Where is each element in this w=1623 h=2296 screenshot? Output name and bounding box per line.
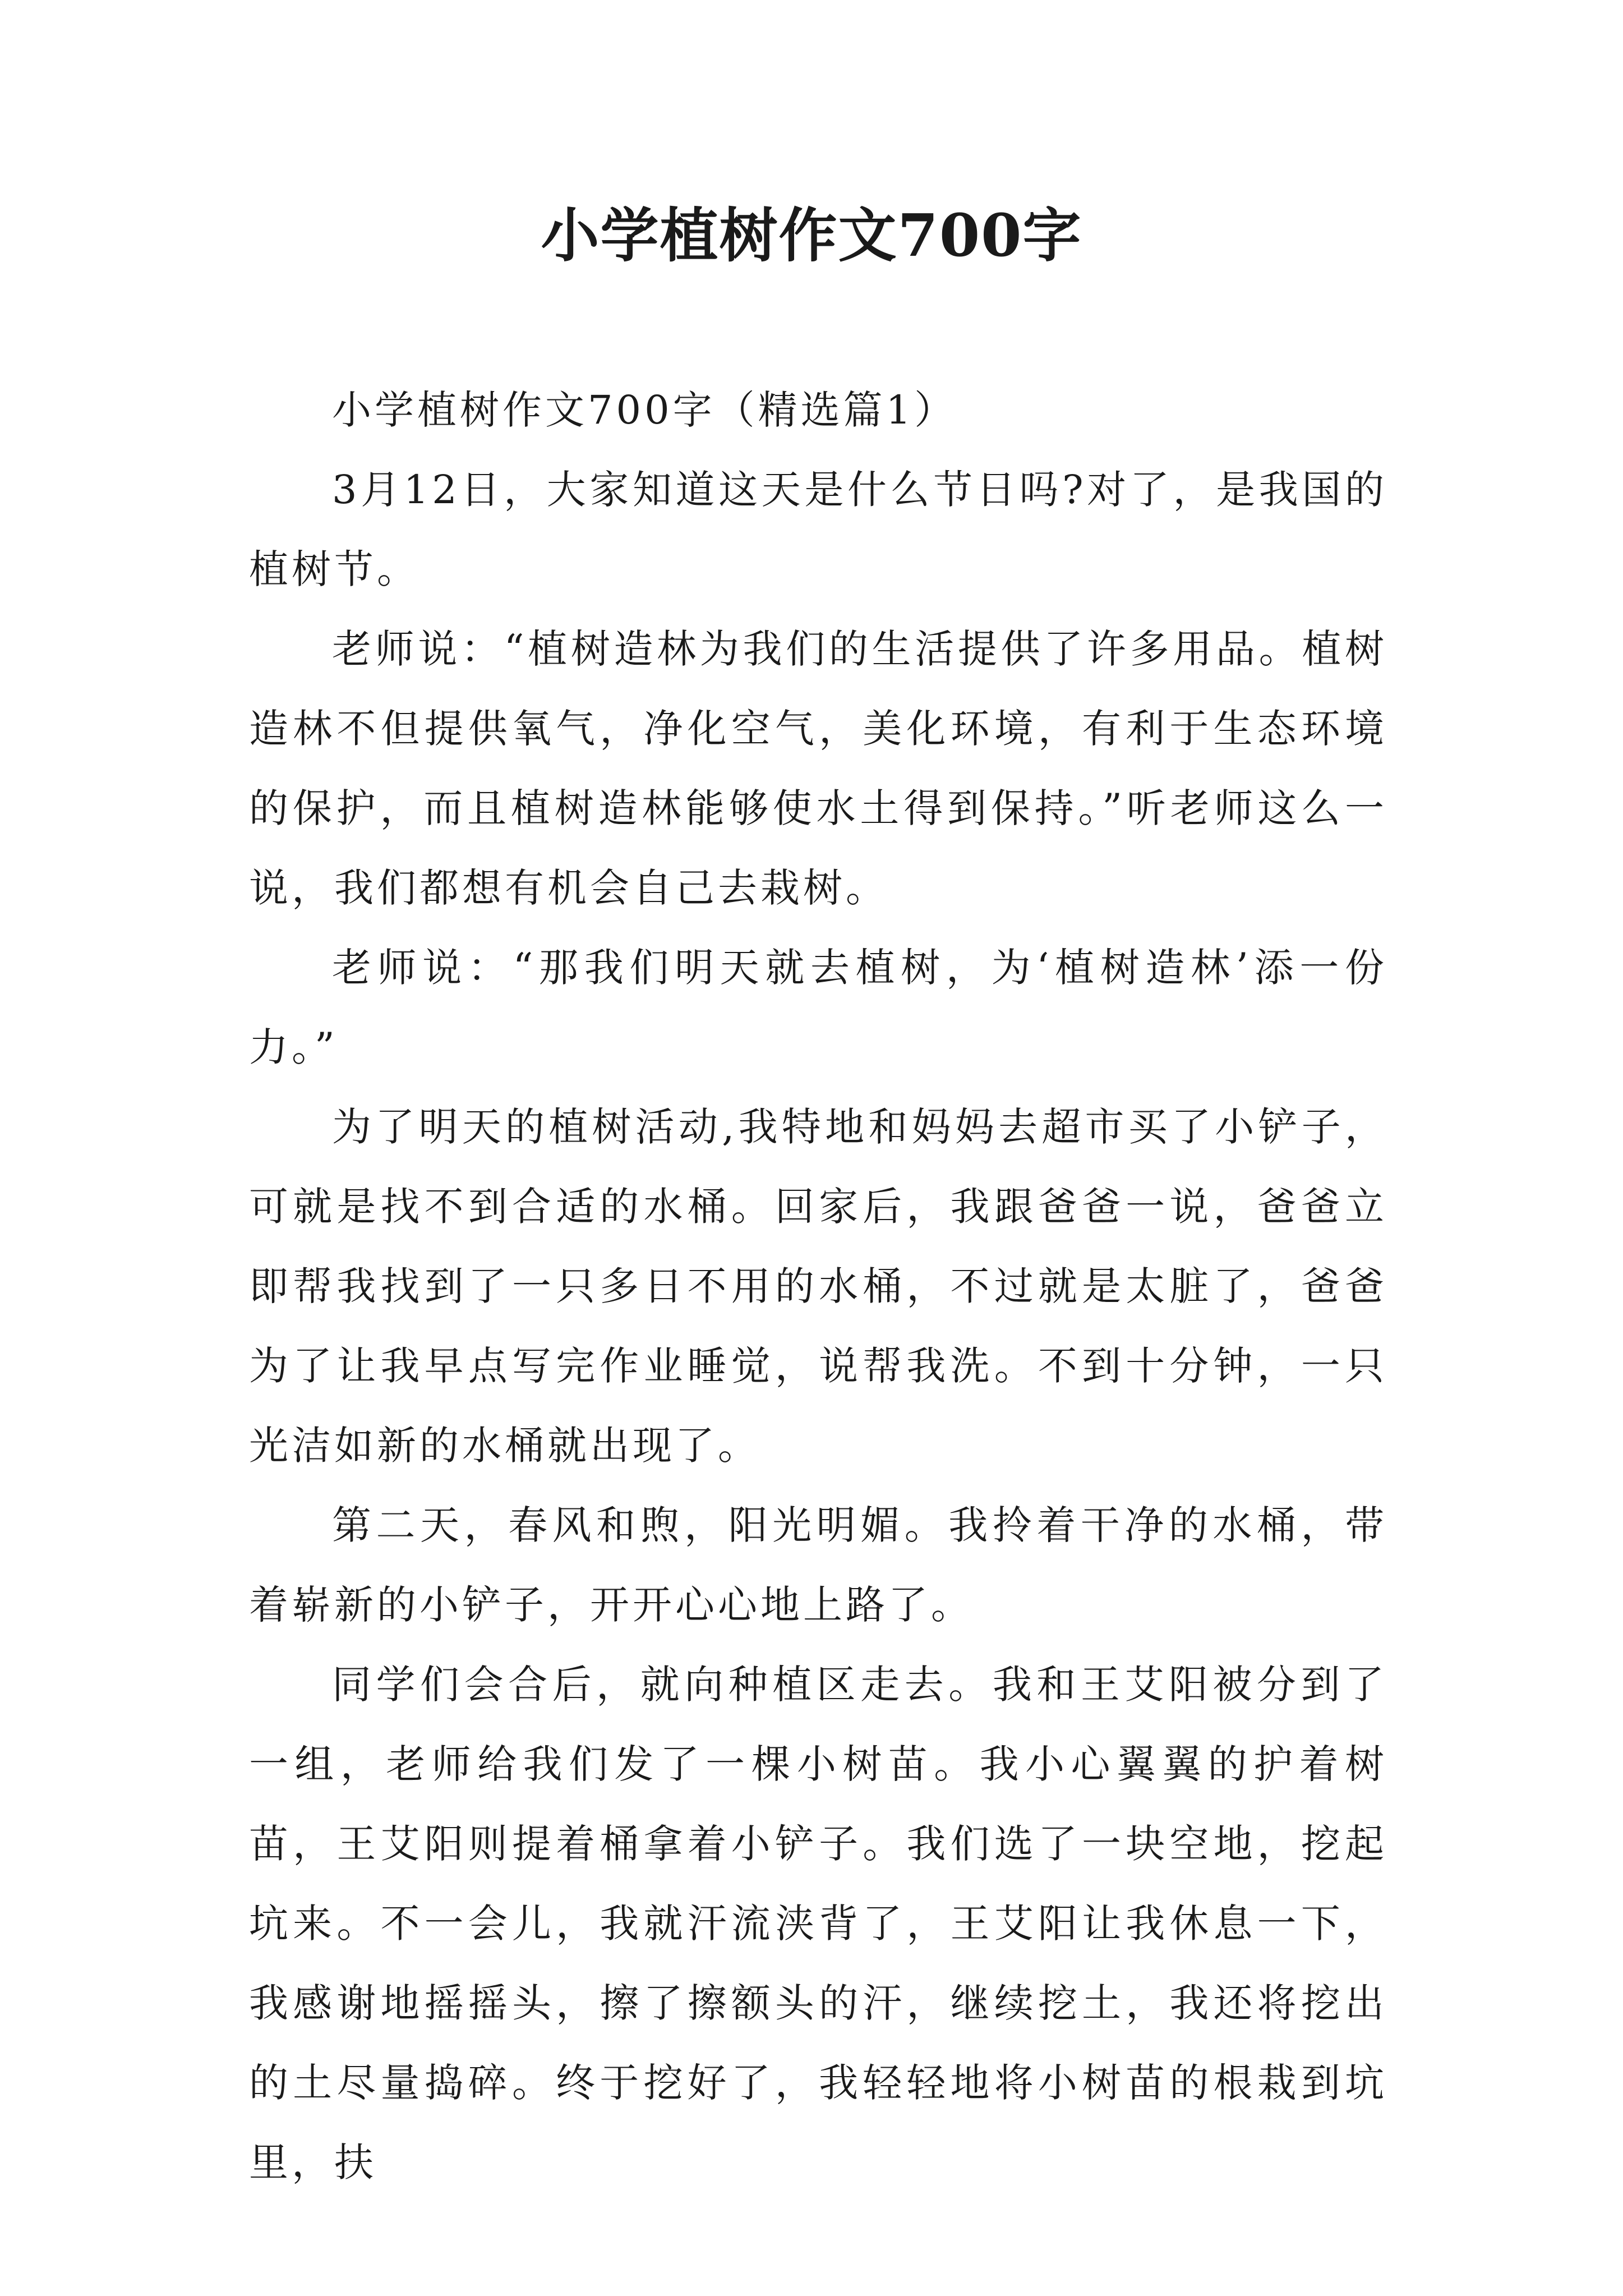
paragraph: 老师说：“那我们明天就去植树，为‘植树造林’添一份力。” [249, 945, 1387, 1070]
paragraph: 同学们会合后，就向种植区走去。我和王艾阳被分到了一组，老师给我们发了一棵小树苗。我小心翼翼的护着树苗，王艾阳则提着桶拿着小铲子。我们选了一块空地，挖起坑来。不一会儿，我就汗流浃背了，王艾阳让我休息一下，我感谢地摇摇头，擦了擦额头的汗，继续挖土，我还将挖出的土尽量捣碎。终于挖好了，我轻轻地将小树苗的根栽到坑里，扶 [249, 1662, 1387, 2185]
paragraph: 老师说：“植树造林为我们的生活提供了许多用品。植树造林不但提供氧气，净化空气，美化环境，有利于生态环境的保护，而且植树造林能够使水土得到保持。”听老师这么一说，我们都想有机会自己去栽树。 [249, 626, 1387, 911]
document-title: 小学植树作文700字 [541, 201, 1082, 270]
paragraph: 为了明天的植树活动,我特地和妈妈去超市买了小铲子，可就是找不到合适的水桶。回家后，我跟爸爸一说，爸爸立即帮我找到了一只多日不用的水桶，不过就是太脏了，爸爸为了让我早点写完作业睡觉，说帮我洗。不到十分钟，一只光洁如新的水桶就出现了。 [249, 1104, 1387, 1469]
document-body [249, 370, 1387, 2202]
paragraph: 第二天，春风和煦，阳光明媚。我拎着干净的水桶，带着崭新的小铲子，开开心心地上路了。 [249, 1502, 1387, 1628]
paragraph-subtitle: 小学植树作文700字（精选篇1） [332, 387, 957, 433]
paragraph: 3月12日，大家知道这天是什么节日吗?对了，是我国的植树节。 [249, 467, 1387, 592]
